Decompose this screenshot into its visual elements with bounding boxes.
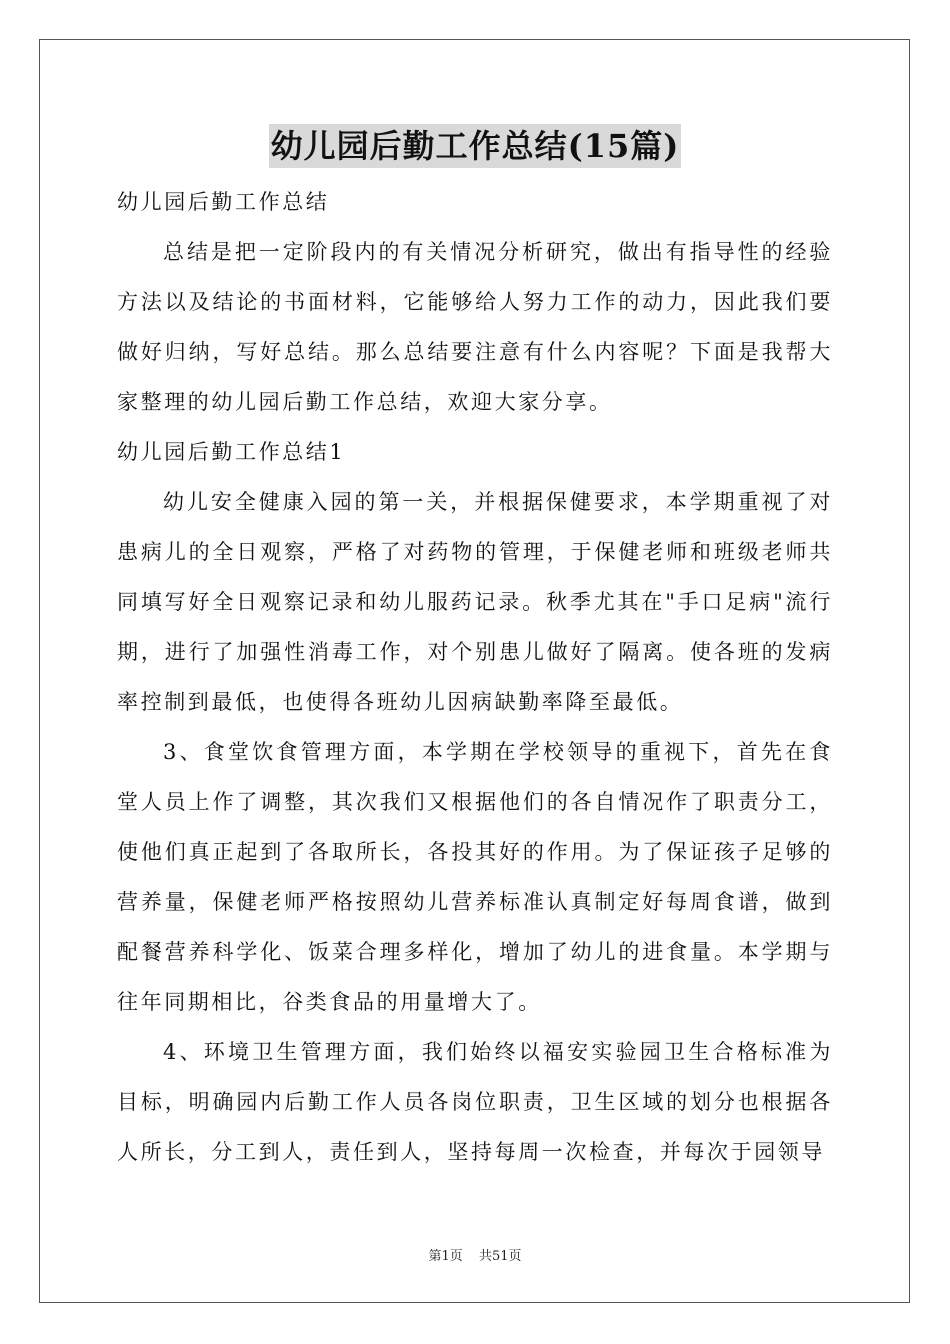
paragraph-health: 幼儿安全健康入园的第一关，并根据保健要求，本学期重视了对患病儿的全日观察，严格了对药物的管理，于保健老师和班级老师共同填写好全日观察记录和幼儿服药记录。秋季尤其在"手口足病"流行期，进行了加强性消毒工作，对个别患儿做好了隔离。使各班的发病率控制到最低，也使得各班幼儿因病缺勤率降至最低。 — [117, 490, 833, 714]
paragraph-section-heading: 幼儿园后勤工作总结1 — [117, 440, 346, 464]
page-footer — [0, 1245, 950, 1264]
page-total: 共51页 — [478, 1249, 522, 1264]
document-body — [117, 177, 833, 1177]
title-container — [0, 124, 950, 168]
paragraph-subtitle: 幼儿园后勤工作总结 — [117, 190, 330, 214]
page-number: 第1页 — [428, 1249, 463, 1264]
document-title: 幼儿园后勤工作总结(15篇) — [269, 124, 682, 168]
paragraph-environment: 4、环境卫生管理方面，我们始终以福安实验园卫生合格标准为目标，明确园内后勤工作人员各岗位职责，卫生区域的划分也根据各人所长，分工到人，责任到人，坚持每周一次检查，并每次于园领导 — [117, 1040, 833, 1164]
paragraph-intro: 总结是把一定阶段内的有关情况分析研究，做出有指导性的经验方法以及结论的书面材料，它能够给人努力工作的动力，因此我们要做好归纳，写好总结。那么总结要注意有什么内容呢？下面是我帮大家整理的幼儿园后勤工作总结，欢迎大家分享。 — [117, 240, 833, 414]
paragraph-canteen: 3、食堂饮食管理方面，本学期在学校领导的重视下，首先在食堂人员上作了调整，其次我们又根据他们的各自情况作了职责分工，使他们真正起到了各取所长，各投其好的作用。为了保证孩子足够的营养量，保健老师严格按照幼儿营养标准认真制定好每周食谱，做到配餐营养科学化、饭菜合理多样化，增加了幼儿的进食量。本学期与往年同期相比，谷类食品的用量增大了。 — [117, 740, 833, 1014]
